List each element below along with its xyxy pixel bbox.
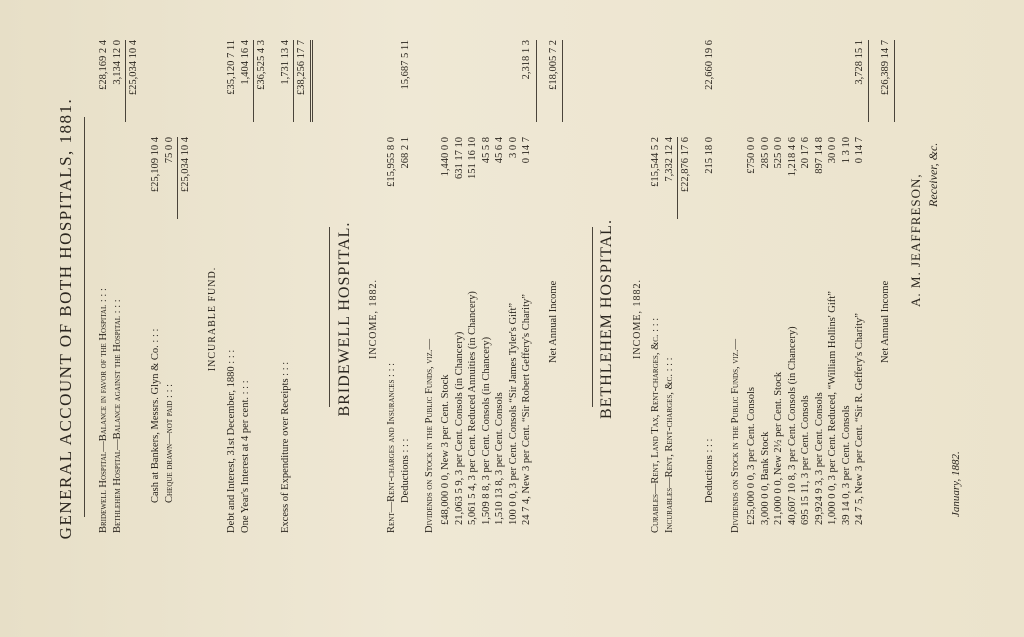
row-label: Rent—Rent-charges and Insurances : : : xyxy=(386,362,397,533)
row-label: 39 14 0, 3 per Cent. Consols xyxy=(840,405,852,525)
dividends-heading: Dividends on Stock in the Public Funds, viz.— xyxy=(424,338,435,533)
sum-rule xyxy=(868,40,869,122)
row-label: £25,000 0 0, 3 per Cent. Consols xyxy=(746,387,757,525)
amount-outer: 3,134 12 0 xyxy=(112,40,123,85)
row-label: Debt and Interest, 31st December, 1880 : : : xyxy=(226,349,237,533)
ledger-row xyxy=(760,13,773,533)
row-label: Incurables—Rent, Rent-charges, &c. : : : xyxy=(664,357,675,533)
ledger-row xyxy=(664,13,677,533)
row-label: Deductions : : : xyxy=(704,438,715,503)
ledger-row xyxy=(787,13,800,533)
amount-inner: 215 18 0 xyxy=(704,137,715,174)
ledger-row xyxy=(521,13,534,533)
ledger-row xyxy=(854,13,867,533)
row-label: Bethlehem Hospital—Balance against the Hospital : : : xyxy=(112,299,123,533)
bethlehem-heading: BETHLEHEM HOSPITAL. xyxy=(598,219,615,419)
amount-inner: £15,955 8 0 xyxy=(386,137,397,187)
bridewell-heading: BRIDEWELL HOSPITAL. xyxy=(336,221,353,417)
title-rule xyxy=(84,117,85,517)
ledger-row xyxy=(800,13,813,533)
row-label: 3,000 0 0, Bank Stock xyxy=(759,431,771,525)
amount-outer: £18,005 7 2 xyxy=(548,40,559,90)
ledger-row xyxy=(256,13,269,533)
amount-inner: 1,440 0 0 xyxy=(440,137,451,177)
amount-inner: 3 0 0 xyxy=(507,137,519,158)
signature-date: January, 1882. xyxy=(950,451,962,517)
amount-outer: £36,525 4 3 xyxy=(256,40,267,90)
row-label: 1,510 13 8, 3 per Cent. Consols xyxy=(494,392,505,525)
row-label: One Year's Interest at 4 per cent. : : : xyxy=(240,380,251,533)
amount-outer: £38,256 17 7 xyxy=(296,40,307,96)
dividends-heading: Dividends on Stock in the Public Funds, viz.— xyxy=(730,338,741,533)
bridewell-income-heading: INCOME, 1882. xyxy=(368,279,379,359)
amount-inner: £25,034 10 4 xyxy=(180,137,191,193)
sum-rule xyxy=(562,40,563,122)
amount-outer: 2,318 1 3 xyxy=(521,40,532,80)
row-label: 21,063 5 9, 3 per Cent. Consols (in Chancery) xyxy=(453,331,465,525)
amount-inner: 0 14 7 xyxy=(521,137,532,164)
ledger-row xyxy=(548,13,561,533)
amount-inner: 20 17 6 xyxy=(800,137,811,169)
ledger-row xyxy=(704,13,717,533)
sum-rule xyxy=(177,137,178,219)
amount-outer: 3,728 15 1 xyxy=(854,40,865,85)
amount-inner: £15,544 5 2 xyxy=(650,137,661,187)
ledger-row xyxy=(880,13,893,533)
row-label: 24 7 4, New 3 per Cent. “Sir Robert Geffery's Charity” xyxy=(521,294,532,525)
amount-outer: £25,034 10 4 xyxy=(128,40,139,96)
amount-inner: 268 2 1 xyxy=(400,137,411,169)
amount-outer: £28,169 2 4 xyxy=(98,40,109,90)
row-label: £48,000 0 0, New 3 per Cent. Stock xyxy=(440,374,451,525)
ledger-row xyxy=(481,13,494,533)
ledger-row xyxy=(841,13,854,533)
amount-inner: 525 0 0 xyxy=(773,137,784,169)
ledger-row xyxy=(112,13,125,533)
amount-inner: 897 14 8 xyxy=(813,137,825,174)
ledger-row xyxy=(150,13,163,533)
ledger-row xyxy=(226,13,239,533)
sum-rule xyxy=(253,40,254,122)
sum-rule xyxy=(536,40,537,122)
amount-inner: 1 3 10 xyxy=(840,137,852,164)
incurable-heading: INCURABLE FUND. xyxy=(207,266,218,372)
row-label: Bridewell Hospital—Balance in favor of the Hospital : : : xyxy=(98,288,109,533)
row-label: Curables—Rent, Land Tax, Rent-charges, &c. : : : xyxy=(650,317,661,533)
ledger-row xyxy=(240,13,253,533)
signature-name: A. M. JEAFFRESON, xyxy=(908,173,923,307)
row-label: 1,509 8 8, 3 per Cent. Consols (in Chancery) xyxy=(480,336,492,525)
amount-inner: 45 6 4 xyxy=(494,137,505,164)
ledger-row xyxy=(467,13,480,533)
sum-rule xyxy=(312,40,313,122)
amount-inner: 7,332 12 4 xyxy=(664,137,675,182)
ledger-row xyxy=(296,13,309,533)
ledger-row xyxy=(650,13,663,533)
amount-outer: 1,404 16 4 xyxy=(240,40,251,85)
ledger-row xyxy=(280,13,293,533)
section-rule xyxy=(329,227,330,407)
ledger-row xyxy=(454,13,467,533)
row-label: Net Annual Income xyxy=(880,280,891,363)
sum-rule xyxy=(894,40,895,122)
sum-rule xyxy=(310,40,311,122)
amount-inner: 285 0 0 xyxy=(759,137,771,169)
ledger-row xyxy=(508,13,521,533)
ledger-row xyxy=(164,13,177,533)
row-label: Cash at Bankers, Messrs. Glyn & Co. : : : xyxy=(150,328,161,503)
ledger-row xyxy=(827,13,840,533)
ledger-row xyxy=(386,13,399,533)
amount-outer: £35,120 7 11 xyxy=(226,40,237,95)
ledger-row xyxy=(98,13,111,533)
amount-outer: £26,389 14 7 xyxy=(880,40,891,96)
row-label: 695 15 11, 3 per Cent. Consols xyxy=(800,395,811,525)
ledger-row xyxy=(773,13,786,533)
ledger-row xyxy=(494,13,507,533)
row-label: 29,924 9 3, 3 per Cent. Consols xyxy=(813,392,825,525)
ledger-row xyxy=(440,13,453,533)
row-label: Deductions : : : xyxy=(400,438,411,503)
amount-inner: 75 0 0 xyxy=(164,137,175,164)
row-label: 24 7 5, New 3 per Cent. “Sir R. Geffery's Charity” xyxy=(854,313,865,525)
row-label: Excess of Expenditure over Receipts : : : xyxy=(280,361,291,533)
ledger-row xyxy=(128,13,141,533)
sum-rule xyxy=(125,40,126,122)
row-label: 21,000 0 0, New 2½ per Cent. Stock xyxy=(773,371,784,525)
amount-inner: 1,218 4 6 xyxy=(786,137,798,177)
page-title: GENERAL ACCOUNT OF BOTH HOSPITALS, 1881. xyxy=(56,97,75,540)
row-label: 40,607 10 8, 3 per Cent. Consols (in Chancery) xyxy=(786,326,798,525)
amount-outer: 1,731 13 4 xyxy=(280,40,291,85)
ledger-row xyxy=(814,13,827,533)
amount-outer: 22,660 19 6 xyxy=(704,40,715,90)
row-label: Cheque drawn—not paid : : : xyxy=(164,383,175,503)
bethlehem-income-heading: INCOME, 1882. xyxy=(632,279,643,359)
amount-inner: 45 5 8 xyxy=(480,137,492,164)
ledger-row xyxy=(746,13,759,533)
ledger-row xyxy=(400,13,413,533)
amount-inner: £25,109 10 4 xyxy=(150,137,161,193)
row-label: 100 0 0, 3 per Cent. Consols “Sir James Tyler's Gift” xyxy=(507,302,519,525)
sum-rule xyxy=(677,137,678,219)
section-rule xyxy=(592,227,593,407)
amount-inner: 30 0 0 xyxy=(827,137,838,164)
amount-inner: 151 16 10 xyxy=(467,137,478,179)
row-label: 5,061 5 4, 3 per Cent. Reduced Annuities (in Chancery) xyxy=(467,291,478,525)
amount-inner: 0 14 7 xyxy=(854,137,865,164)
amount-inner: 631 17 10 xyxy=(453,137,465,179)
ledger-row xyxy=(180,13,193,533)
ledger-row xyxy=(680,13,693,533)
sum-rule xyxy=(293,40,294,122)
amount-inner: £750 0 0 xyxy=(746,137,757,174)
signature-role: Receiver, &c. xyxy=(926,142,940,207)
row-label: Net Annual Income xyxy=(548,280,559,363)
amount-outer: 15,687 5 11 xyxy=(400,40,411,90)
row-label: 1,000 0 0, 3 per Cent. Reduced, “William Hollins' Gift” xyxy=(827,291,838,525)
amount-inner: £22,876 17 6 xyxy=(680,137,691,193)
